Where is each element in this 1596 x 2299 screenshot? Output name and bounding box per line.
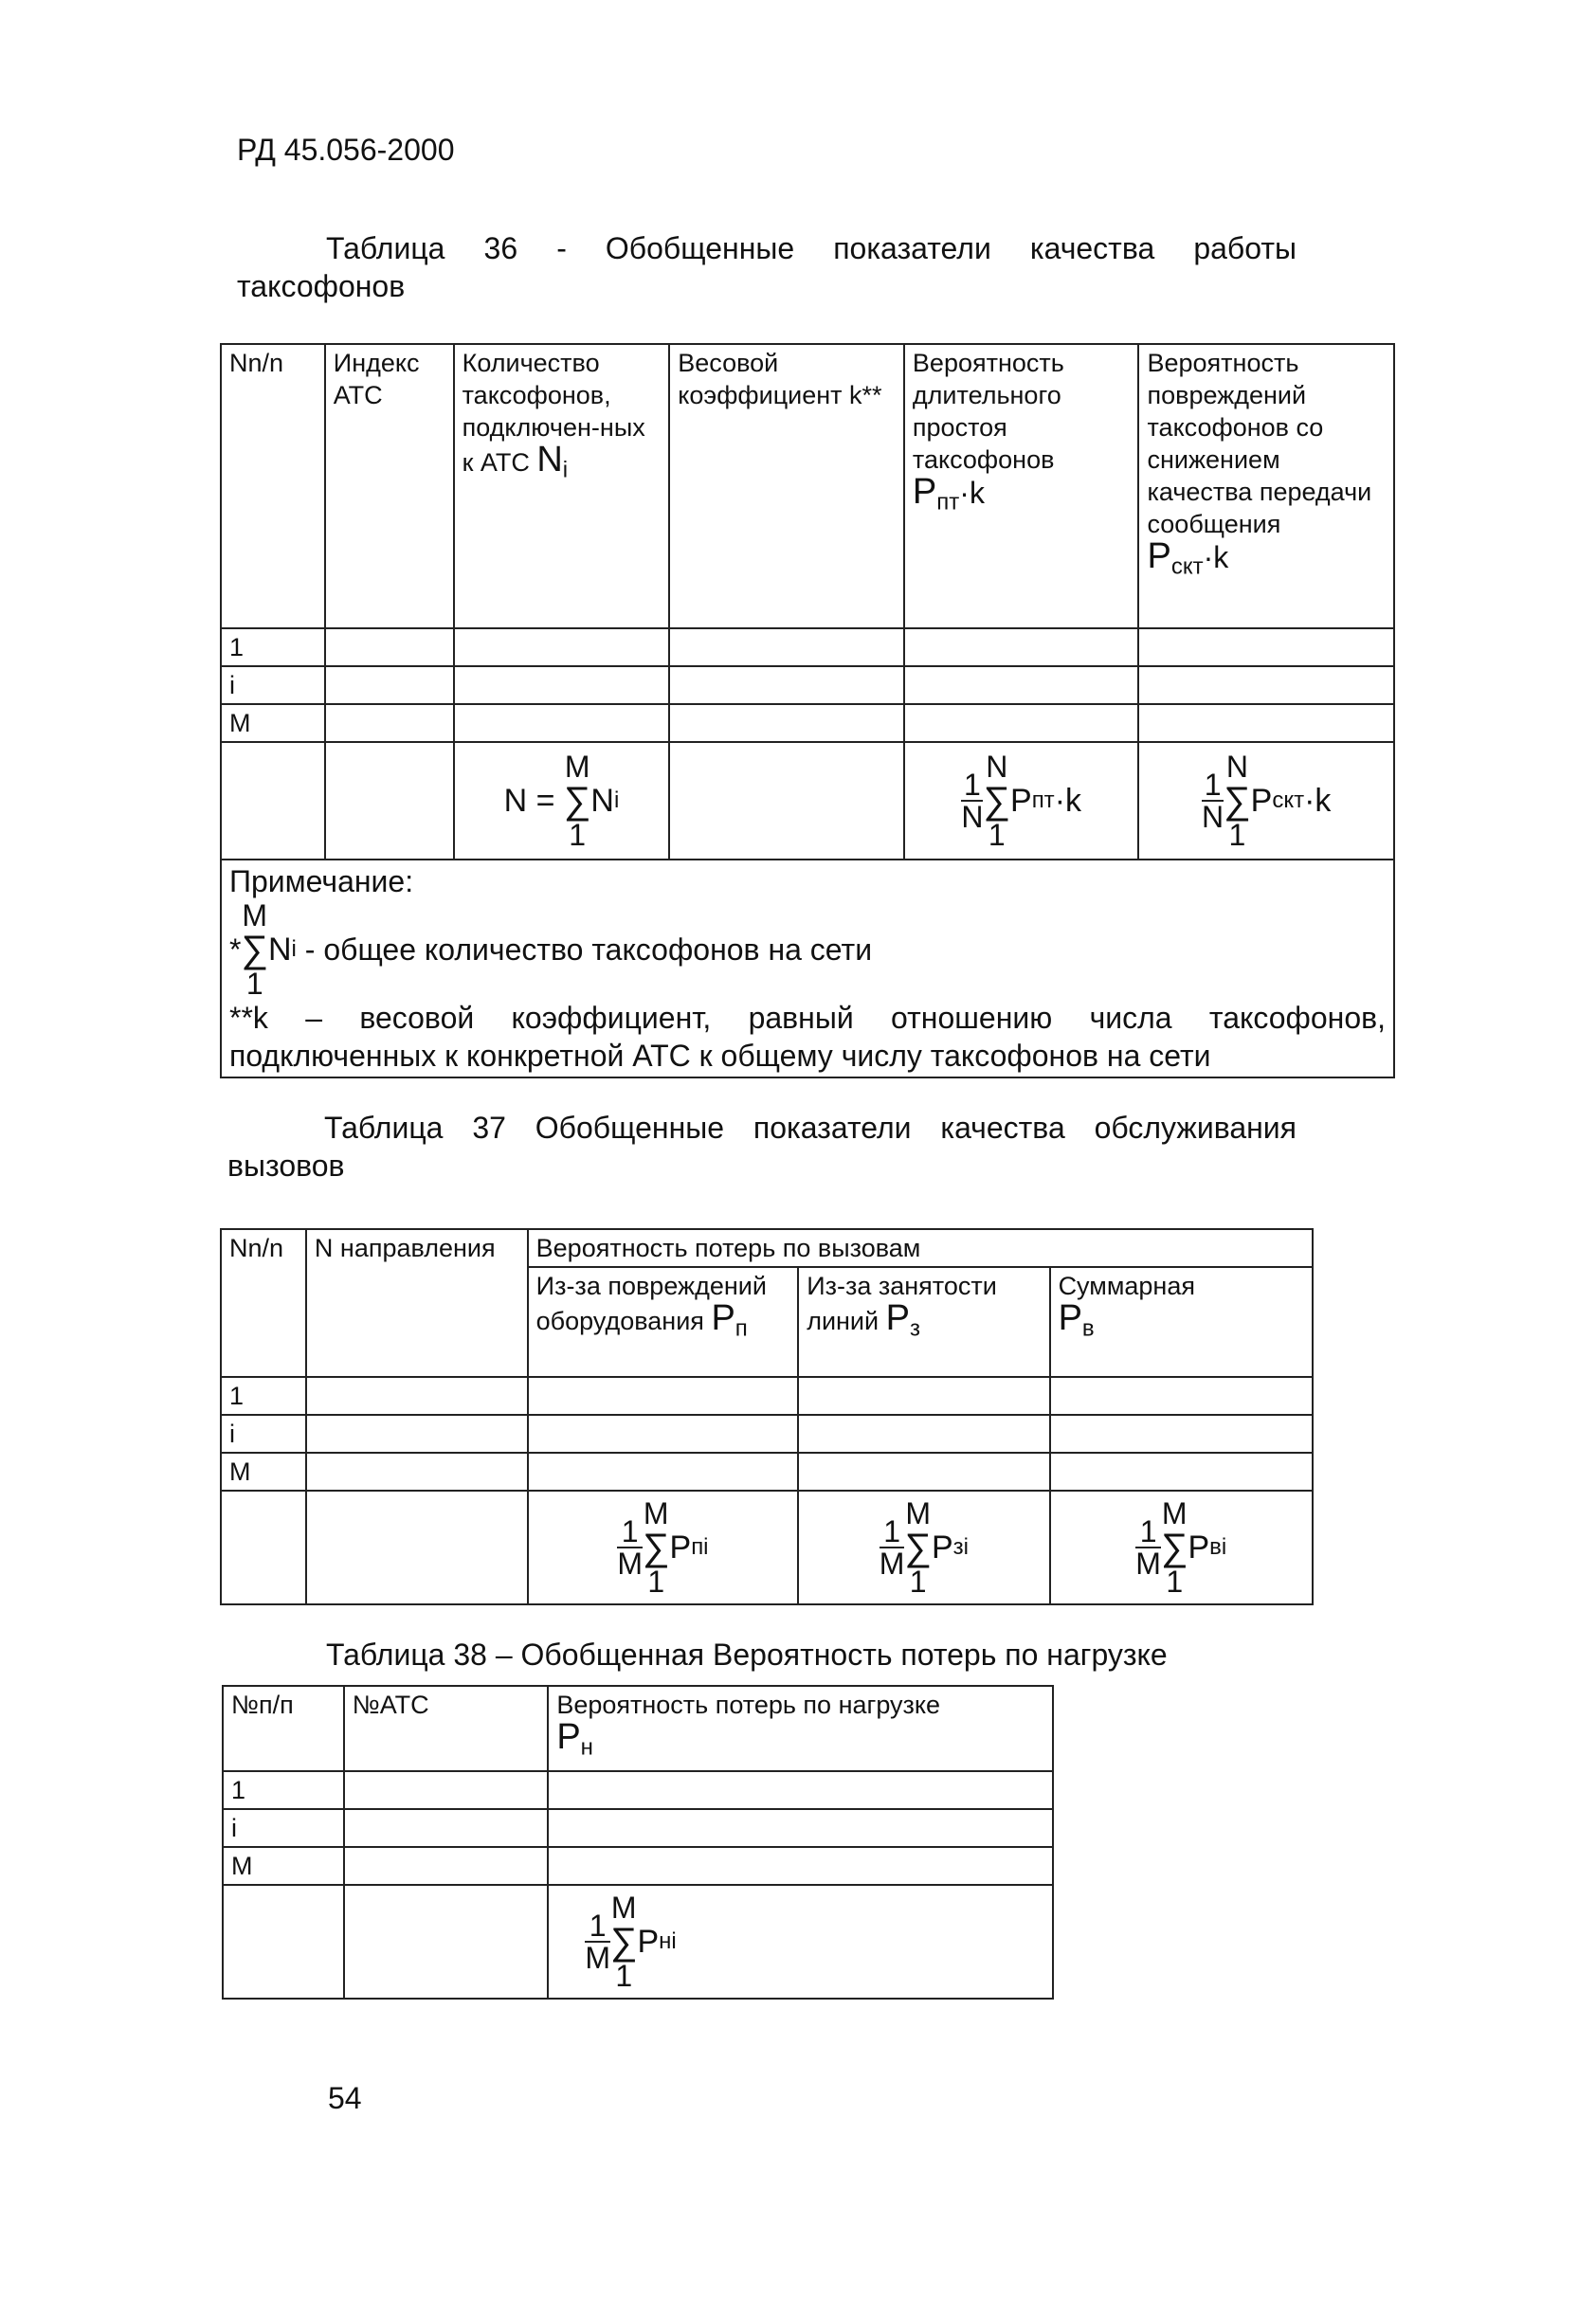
fraction-denominator: N — [961, 800, 984, 834]
sigma-icon: ∑ — [904, 1527, 932, 1568]
sum-suffix: ·k — [1304, 783, 1332, 819]
table37-row-label: 1 — [221, 1377, 306, 1415]
table36-caption-line2: таксофонов — [237, 269, 406, 303]
table36-header-downtime-text: Вероятность длительного простоя таксофонов — [912, 349, 1064, 474]
table38-header-load-text: Вероятность потерь по нагрузке — [556, 1691, 941, 1719]
fraction-numerator: 1 — [621, 1514, 639, 1548]
sum-lower-limit: 1 — [569, 818, 587, 852]
table37-header-row — [221, 1229, 1313, 1267]
table37-header-num: Nn/n — [221, 1229, 306, 1377]
table37-row — [221, 1377, 1313, 1415]
table37-row-label: M — [221, 1453, 306, 1491]
table37-total-sum — [1050, 1491, 1313, 1604]
sum-upper-limit: M — [905, 1496, 931, 1530]
table36-total-downtime — [904, 742, 1139, 860]
table36-total-count-lhs: N = — [503, 783, 555, 819]
table36-header-count — [454, 344, 670, 628]
sum-term: N — [267, 932, 292, 968]
table38-caption: Таблица 38 – Обобщенная Вероятность потерь по нагрузке — [326, 1638, 1168, 1672]
table36 — [220, 343, 1395, 1078]
table37-caption-line1: Таблица 37 Обобщенные показатели качества обслуживания — [324, 1111, 1297, 1145]
note-star: * — [229, 932, 242, 967]
table37-header-group: Вероятность потерь по вызовам — [528, 1229, 1313, 1267]
table37-header-busy-text: Из-за занятости линий — [807, 1272, 997, 1335]
table36-header-downtime-suffix: ·k — [959, 476, 985, 510]
header-symbol: P — [885, 1298, 910, 1338]
table36-totals-row — [221, 742, 1394, 860]
sum — [904, 1498, 932, 1597]
table36-header-index: Индекс АТС — [325, 344, 454, 628]
table38-row-label: i — [223, 1809, 344, 1847]
table36-row — [221, 666, 1394, 704]
fraction — [1135, 1516, 1161, 1579]
table36-header-damage — [1138, 344, 1394, 628]
table37 — [220, 1228, 1314, 1605]
sum-lower-limit: 1 — [647, 1565, 665, 1599]
sigma-icon: ∑ — [1160, 1527, 1188, 1568]
header-symbol: P — [556, 1717, 581, 1757]
table36-header-count-symbol: N — [536, 440, 563, 480]
fraction-denominator: M — [585, 1941, 610, 1975]
page-number: 54 — [328, 2081, 362, 2115]
sum-term: P — [931, 1530, 953, 1566]
sigma-icon: ∑ — [983, 780, 1010, 822]
table36-caption — [237, 229, 1297, 305]
table38-header-num: №п/п — [223, 1686, 344, 1771]
fraction-denominator: M — [617, 1547, 643, 1581]
fraction-numerator: 1 — [1204, 768, 1222, 802]
table36-note-row — [221, 860, 1394, 1077]
sum-term-sub: скт — [1272, 787, 1305, 813]
table37-header-equipment-text: Из-за повреждений оборудования — [535, 1272, 767, 1335]
sigma-icon: ∑ — [609, 1921, 638, 1963]
table36-row — [221, 628, 1394, 666]
table36-row-label: M — [221, 704, 325, 742]
table36-header-num: Nn/n — [221, 344, 325, 628]
table36-header-downtime-sub: пт — [936, 489, 960, 516]
header-symbol-sub: п — [735, 1315, 748, 1342]
table36-header-weight: Весовой коэффициент k** — [669, 344, 904, 628]
table38-header-row — [223, 1686, 1053, 1771]
header-symbol-sub: в — [1081, 1315, 1095, 1342]
sum-term: P — [1010, 783, 1032, 819]
table36-header-count-text: Количество таксофонов, подключен-ных к АТС — [462, 349, 645, 477]
table36-header-downtime — [904, 344, 1139, 628]
sum-term: P — [1188, 1530, 1210, 1566]
sum-term-sub: i — [613, 787, 620, 813]
table37-row-label: i — [221, 1415, 306, 1453]
sum-term-sub: вi — [1209, 1534, 1227, 1560]
sigma-icon: ∑ — [241, 929, 268, 970]
fraction-numerator: 1 — [883, 1514, 900, 1548]
header-symbol-sub: н — [580, 1734, 593, 1761]
table36-note-title: Примечание: — [229, 864, 414, 898]
sum-lower-limit: 1 — [1228, 818, 1246, 852]
table38-total-load — [548, 1885, 1053, 1999]
table37-header-total — [1050, 1267, 1313, 1377]
sum-term: P — [637, 1924, 660, 1960]
sum-term-sub: зi — [952, 1534, 969, 1560]
header-symbol-sub: з — [909, 1315, 920, 1342]
fraction-numerator: 1 — [1139, 1514, 1157, 1548]
table36-row-label: i — [221, 666, 325, 704]
sum-lower-limit: 1 — [988, 818, 1006, 852]
table36-header-count-sub: i — [562, 457, 569, 483]
sum-lower-limit: 1 — [615, 1959, 633, 1993]
sum-upper-limit: N — [1225, 750, 1248, 784]
table36-header-downtime-symbol: P — [912, 472, 937, 512]
sum — [1161, 1498, 1188, 1597]
table36-total-damage — [1138, 742, 1394, 860]
table36-note-line1: - общее количество таксофонов на сети — [296, 932, 873, 967]
table37-caption — [227, 1109, 1297, 1185]
fraction-numerator: 1 — [589, 1909, 607, 1943]
table36-total-count-sum — [564, 751, 591, 850]
sum — [643, 1498, 670, 1597]
table37-row — [221, 1415, 1313, 1453]
table36-row — [221, 704, 1394, 742]
table36-caption-line1: Таблица 36 - Обобщенные показатели качества работы — [326, 231, 1297, 265]
fraction-denominator: M — [879, 1547, 905, 1581]
table36-header-damage-suffix: ·k — [1203, 540, 1229, 574]
header-symbol: P — [1058, 1298, 1082, 1338]
table36-row-label: 1 — [221, 628, 325, 666]
table36-note-line2: **k – весовой коэффициент, равный отношению числа таксофонов, — [229, 1001, 1386, 1035]
table37-header-total-text: Суммарная — [1058, 1272, 1195, 1300]
table37-total-busy — [798, 1491, 1049, 1604]
sum-term-sub: i — [291, 936, 297, 962]
document-code: РД 45.056-2000 — [237, 133, 455, 167]
fraction — [880, 1516, 905, 1579]
sum-lower-limit: 1 — [245, 967, 263, 1001]
sum-lower-limit: 1 — [1166, 1565, 1184, 1599]
table38-header-ats: №АТС — [344, 1686, 549, 1771]
table36-note-sum — [241, 900, 268, 999]
fraction-numerator: 1 — [964, 768, 981, 802]
table37-header-busy — [798, 1267, 1049, 1377]
table38-row-label: M — [223, 1847, 344, 1885]
sum-upper-limit: M — [564, 750, 590, 784]
sigma-icon: ∑ — [1224, 780, 1251, 822]
table37-totals-row — [221, 1491, 1313, 1604]
table36-header-damage-text: Вероятность повреждений таксофонов со снижением качества передачи сообщения — [1147, 349, 1372, 538]
table37-caption-line2: вызовов — [227, 1149, 345, 1183]
table36-header-row — [221, 344, 1394, 628]
table38-totals-row — [223, 1885, 1053, 1999]
fraction — [1202, 769, 1224, 832]
sum-term: N — [590, 783, 614, 819]
sum-upper-limit: M — [1161, 1496, 1188, 1530]
sum-term-sub: пт — [1031, 787, 1055, 813]
table38-row-label: 1 — [223, 1771, 344, 1809]
table36-note-line3: подключенных к конкретной АТС к общему числу таксофонов на сети — [229, 1039, 1211, 1073]
table36-total-downtime-sum — [983, 751, 1010, 850]
sum-upper-limit: M — [643, 1496, 669, 1530]
sum-upper-limit: M — [242, 898, 268, 932]
fraction — [961, 769, 983, 832]
table38-row — [223, 1809, 1053, 1847]
sum-upper-limit: N — [986, 750, 1008, 784]
table38-header-load — [548, 1686, 1053, 1771]
table36-header-damage-sub: скт — [1170, 553, 1204, 580]
table37-header-direction: N направления — [306, 1229, 528, 1377]
header-symbol: P — [711, 1298, 735, 1338]
table37-row — [221, 1453, 1313, 1491]
fraction — [617, 1516, 643, 1579]
table36-header-damage-symbol: P — [1147, 536, 1171, 576]
fraction-denominator: N — [1202, 800, 1224, 834]
sigma-icon: ∑ — [563, 780, 591, 822]
table38-row — [223, 1847, 1053, 1885]
fraction — [585, 1910, 610, 1973]
table38-row — [223, 1771, 1053, 1809]
table37-total-equipment — [528, 1491, 799, 1604]
sum-lower-limit: 1 — [909, 1565, 927, 1599]
sigma-icon: ∑ — [642, 1527, 670, 1568]
table38 — [222, 1685, 1054, 2000]
sum-term-sub: нi — [659, 1928, 677, 1954]
table36-note — [221, 860, 1394, 1077]
sum-term: P — [1250, 783, 1273, 819]
sum-term: P — [669, 1530, 692, 1566]
sum-suffix: ·k — [1054, 783, 1082, 819]
fraction-denominator: M — [1135, 1547, 1161, 1581]
table36-total-count — [454, 742, 670, 860]
sum-term-sub: пi — [691, 1534, 709, 1560]
sum — [610, 1892, 638, 1991]
table36-total-damage-sum — [1224, 751, 1251, 850]
sum-upper-limit: M — [610, 1891, 637, 1925]
table37-header-equipment — [528, 1267, 799, 1377]
